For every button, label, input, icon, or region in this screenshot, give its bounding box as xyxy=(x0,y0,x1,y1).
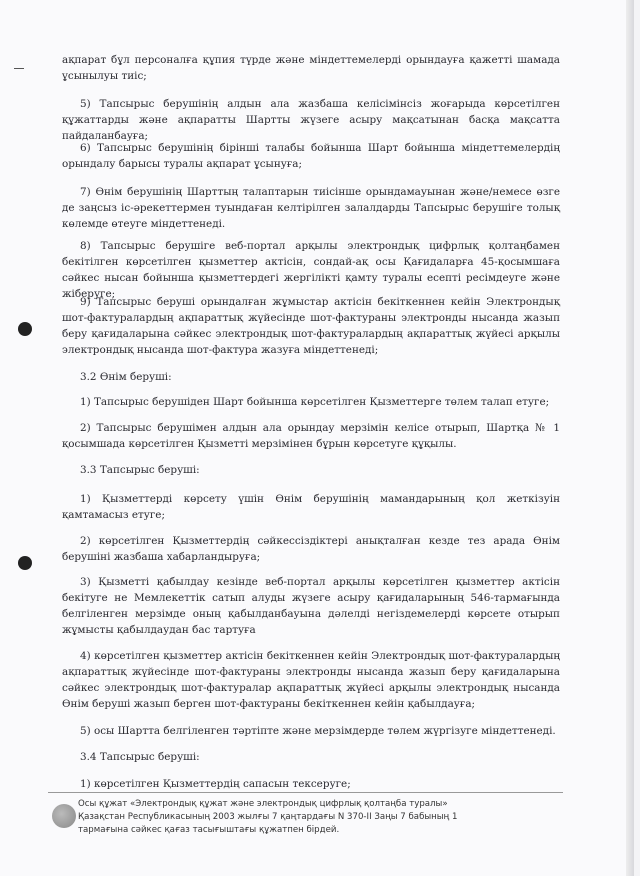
paragraph: 7) Өнім берушінің Шарттың талаптарын тиісінше орындамауынан және/немесе өзге де заңсыз іс-әрекеттермен туындаған келтірілген залалдарды Тапсырыс берушіге толық көлемде өтеуге міндеттенеді. xyxy=(62,186,560,230)
footer-divider xyxy=(48,792,563,793)
section-heading: 3.4 Тапсырыс беруші: xyxy=(80,751,200,763)
paragraph: ақпарат бұл персоналға құпия түрде және міндеттемелерді орындауға қажетті шамада ұсынылуы тиіс; xyxy=(62,54,560,82)
punch-hole xyxy=(18,556,32,570)
paragraph: 3) Қызметті қабылдау кезінде веб-портал арқылы көрсетілген қызметтер актісін бекітуге не Мемлекеттік сатып алуды жүзеге асыру қағидаларының 546-тармағында белгіленген мерзімде оның қабылданбауына дәлелді негіздемелерді көрсете отырып жұмысты қабылдаудан бас тартуға xyxy=(62,576,560,636)
footer-note: Осы құжат «Электрондық құжат және электрондық цифрлық қолтаңба туралы» Қазақстан Республикасының 2003 жылғы 7 қаңтардағы N 370-II Заңы 7 бабының 1 тармағына сәйкес қағаз тасығыштағы құжатпен бірдей. xyxy=(78,799,458,835)
section-heading: 3.3 Тапсырыс беруші: xyxy=(80,464,200,476)
paragraph: 1) Қызметтерді көрсету үшін Өнім берушінің мамандарының қол жеткізуін қамтамасыз етуге; xyxy=(62,493,560,521)
page-edge xyxy=(626,0,634,876)
seal-icon xyxy=(52,804,76,828)
paragraph: 4) көрсетілген қызметтер актісін бекіткеннен кейін Электрондық шот-фактуралардың ақпараттық жүйесінде шот-фактураны электронды нысанда жазып беру қағидаларына сәйкес электрондық шот-фактуралар ақпараттық жүйесі арқылы электрондық нысанда Өнім беруші жазып берген шот-фактураны бекіткеннен кейін қабылдауға; xyxy=(62,650,560,710)
paragraph: 1) Тапсырыс берушіден Шарт бойынша көрсетілген Қызметтерге төлем талап етуге; xyxy=(80,396,550,408)
punch-hole xyxy=(18,322,32,336)
paragraph: 1) көрсетілген Қызметтердің сапасын тексеруге; xyxy=(80,778,351,790)
paragraph: 6) Тапсырыс берушінің бірінші талабы бойынша Шарт бойынша міндеттемелердің орындалу барысы туралы ақпарат ұсынуға; xyxy=(62,142,560,170)
paragraph: 9) Тапсырыс беруші орындалған жұмыстар актісін бекіткеннен кейін Электрондық шот-фактуралардың ақпараттық жүйесінде шот-фактураны электронды нысанда жазып беру қағидаларына сәйкес электрондық шот-фактуралардың ақпараттық жүйесі арқылы электрондық нысанда шот-фактура жазуға міндеттенеді; xyxy=(62,296,560,356)
paragraph: 2) көрсетілген Қызметтердің сәйкессіздіктері анықталған кезде тез арада Өнім берушіні жазбаша хабарландыруға; xyxy=(62,535,560,563)
paragraph: 2) Тапсырыс берушімен алдын ала орындау мерзімін келісе отырып, Шартқа № 1 қосымшада көрсетілген Қызметті мерзімінен бұрын көрсетуге құқылы. xyxy=(62,422,560,450)
paragraph: 5) Тапсырыс берушінің алдын ала жазбаша келісімінсіз жоғарыда көрсетілген құжаттарды және ақпаратты Шартты жүзеге асыру мақсатынан басқа мақсатта пайдаланбауға; xyxy=(62,98,560,142)
paragraph: 8) Тапсырыс берушіге веб-портал арқылы электрондық цифрлық қолтаңбамен бекітілген көрсетілген қызметтер актісін, сондай-ақ осы Қағидаларға 45-қосымшаға сәйкес нысан бойынша қызметтердегі жергілікті қамту туралы есепті ресімдеуге және жіберуге; xyxy=(62,240,560,300)
margin-mark xyxy=(14,68,24,69)
paragraph: 5) осы Шартта белгіленген тәртіпте және мерзімдерде төлем жүргізуге міндеттенеді. xyxy=(80,725,556,737)
section-heading: 3.2 Өнім беруші: xyxy=(80,371,172,383)
